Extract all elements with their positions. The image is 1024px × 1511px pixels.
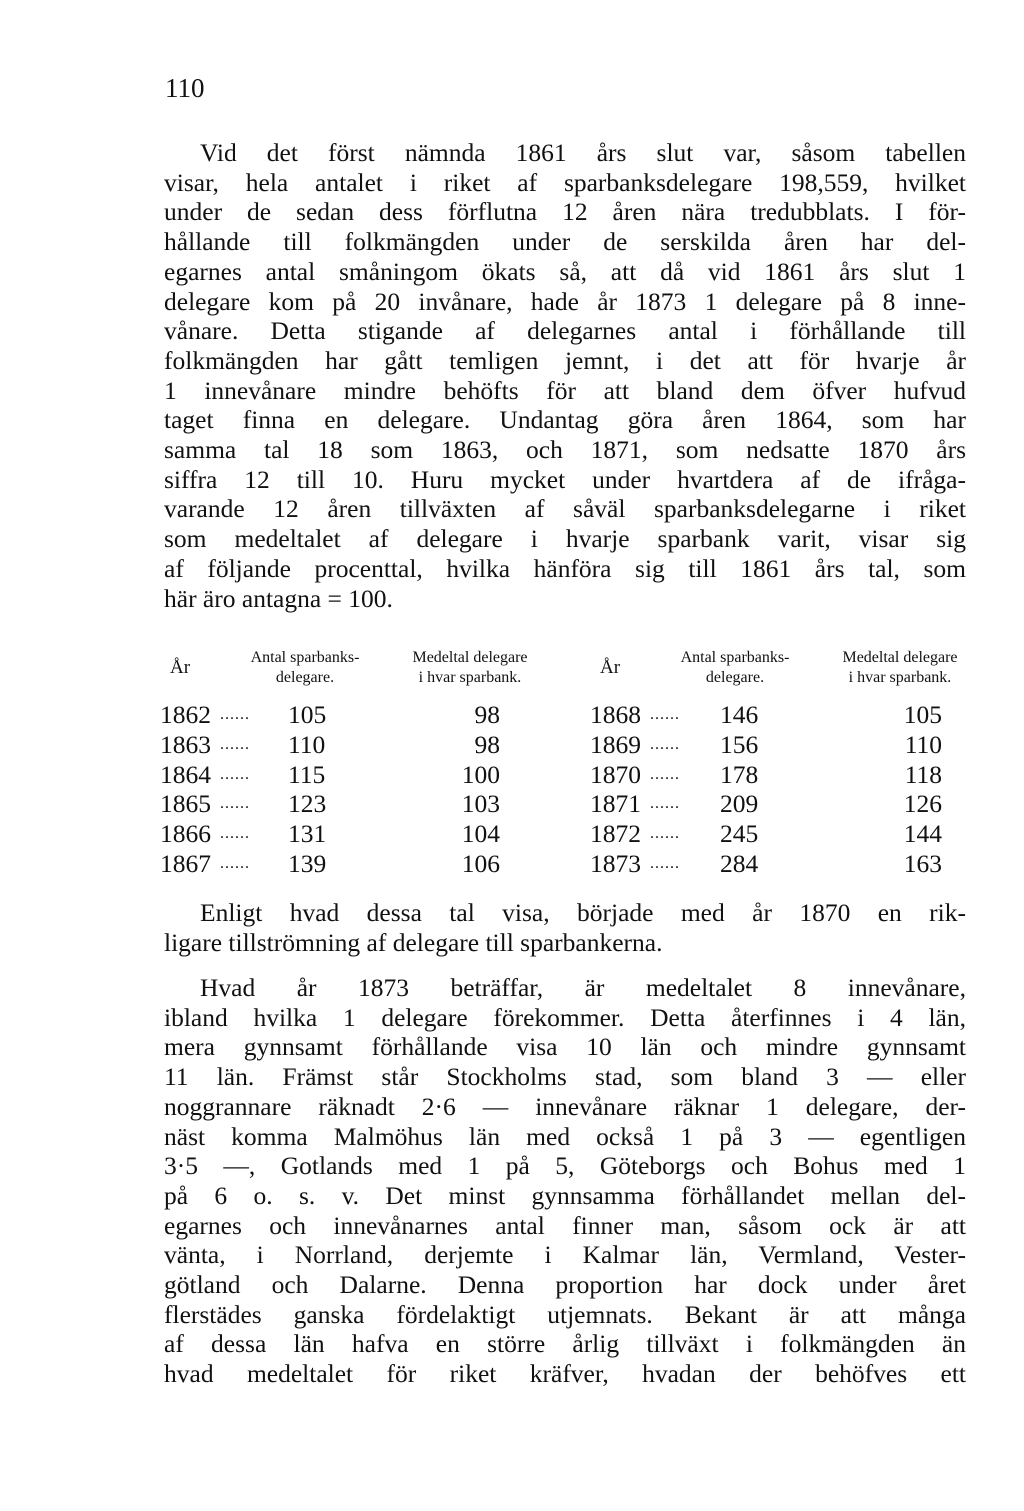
row-count: 131: [288, 819, 327, 849]
leader-dots: ......: [220, 765, 250, 783]
header-count: [660, 648, 810, 688]
row-year: 1867: [160, 848, 211, 878]
text-line: mera gynnsamt förhållande visa 10 län och mindre gynnsamt: [164, 1032, 966, 1062]
row-count: 178: [720, 759, 759, 789]
header-mean-line2: i hvar sparbank.: [848, 669, 952, 686]
text-line: Hvad år 1873 beträffar, är medeltalet 8 innevånare,: [200, 973, 966, 1002]
table-row: [160, 700, 560, 730]
header-count-line1: Antal sparbanks-: [250, 649, 360, 666]
text-line: noggrannare räknadt 2·6 — innevånare räknar 1 delegare, der-: [164, 1091, 966, 1121]
text-line: på 6 o. s. v. Det minst gynnsamma förhållandet mellan del-: [164, 1180, 966, 1210]
header-mean-line1: Medeltal delegare: [412, 649, 528, 666]
header-count: [230, 648, 380, 688]
text-line: här äro antagna = 100.: [164, 583, 393, 613]
text-line: egarnes antal småningom ökats så, att då vid 1861 års slut 1: [164, 256, 966, 286]
row-year: 1869: [590, 729, 641, 759]
leader-dots: ......: [220, 706, 250, 723]
leader-dots: ......: [220, 854, 250, 872]
row-mean: 163: [903, 848, 942, 878]
text-line: götland och Dalarne. Denna proportion har dock under året: [164, 1270, 966, 1300]
table-row: [160, 730, 560, 760]
text-line: 11 län. Främst står Stockholms stad, som bland 3 — eller: [164, 1062, 966, 1092]
row-count: 105: [288, 700, 327, 729]
paragraph-1873: [164, 973, 966, 1389]
row-year: 1863: [160, 729, 211, 759]
text-line: hvad medeltalet för riket kräfver, hvadan der behöfves ett: [164, 1359, 966, 1389]
table-rows: [160, 700, 560, 879]
table-row: [590, 789, 990, 819]
leader-dots: ......: [650, 706, 680, 723]
header-count-line2: delegare.: [275, 669, 335, 686]
text-line: samma tal 18 som 1863, och 1871, som nedsatte 1870 års: [164, 435, 966, 465]
row-mean: 106: [461, 848, 500, 878]
text-line: visar, hela antalet i riket af sparbanksdelegare 198,559, hvilket: [164, 167, 966, 197]
row-count: 110: [288, 729, 326, 759]
table-rows: [590, 700, 990, 879]
leader-dots: ......: [220, 825, 250, 843]
table-row: [590, 849, 990, 879]
table-row: [160, 819, 560, 849]
leader-dots: ......: [650, 795, 680, 813]
row-count: 209: [720, 789, 759, 819]
header-year: År: [169, 657, 191, 678]
row-count: 156: [720, 729, 759, 759]
row-count: 284: [720, 848, 759, 878]
row-year: 1862: [160, 700, 211, 729]
text-line: af följande procenttal, hvilka hänföra sig till 1861 års tal, som: [164, 553, 966, 583]
text-line: Vid det först nämnda 1861 års slut var, såsom tabellen: [200, 138, 966, 167]
row-count: 139: [288, 848, 327, 878]
text-line: 3·5 —, Gotlands med 1 på 5, Göteborgs och Bohus med 1: [164, 1151, 966, 1181]
table-row: [590, 730, 990, 760]
header-count-line2: delegare.: [705, 669, 765, 686]
row-mean: 98: [474, 729, 500, 759]
row-year: 1870: [590, 759, 641, 789]
leader-dots: ......: [220, 795, 250, 813]
row-count: 123: [288, 789, 327, 819]
row-mean: 144: [903, 819, 942, 849]
text-line: egarnes och innevånarnes antal finner man, såsom ock är att: [164, 1210, 966, 1240]
row-mean: 104: [461, 819, 500, 849]
row-mean: 98: [474, 700, 500, 729]
row-year: 1871: [590, 789, 641, 819]
table-row: [160, 789, 560, 819]
paragraph-intro: [164, 138, 966, 613]
row-mean: 126: [903, 789, 942, 819]
text-line: vänta, i Norrland, derjemte i Kalmar län, Vermland, Vester-: [164, 1240, 966, 1270]
text-line: 1 innevånare mindre behöfts för att bland dem öfver hufvud: [164, 375, 966, 405]
row-year: 1866: [160, 819, 211, 849]
leader-dots: ......: [650, 825, 680, 843]
header-mean: [810, 648, 990, 688]
table-row: [590, 760, 990, 790]
table-row: [160, 849, 560, 879]
header-count-line1: Antal sparbanks-: [680, 649, 790, 666]
text-line: varande 12 åren tillväxten af såväl sparbanksdelegarne i riket: [164, 494, 966, 524]
row-mean: 103: [461, 789, 500, 819]
leader-dots: ......: [650, 765, 680, 783]
text-line: hållande till folkmängden under de serskilda åren har del-: [164, 227, 966, 257]
table-row: [590, 819, 990, 849]
text-line: vånare. Detta stigande af delegarnes antal i förhållande till: [164, 316, 966, 346]
leader-dots: ......: [650, 735, 680, 753]
row-count: 115: [288, 759, 326, 789]
text-line: siffra 12 till 10. Huru mycket under hvartdera af de ifråga-: [164, 464, 966, 494]
row-mean: 110: [904, 729, 942, 759]
text-line: ibland hvilka 1 delegare förekommer. Detta återfinnes i 4 län,: [164, 1002, 966, 1032]
text-line: Enligt hvad dessa tal visa, började med år 1870 en rik-: [200, 898, 966, 927]
leader-dots: ......: [650, 854, 680, 872]
row-year: 1873: [590, 848, 641, 878]
text-line: af dessa län hafva en större årlig tillväxt i folkmängden än: [164, 1329, 966, 1359]
row-mean: 105: [903, 700, 942, 729]
row-year: 1864: [160, 759, 211, 789]
header-mean-line1: Medeltal delegare: [842, 649, 958, 666]
row-count: 245: [720, 819, 759, 849]
text-line: ligare tillströmning af delegare till sparbankerna.: [164, 927, 663, 957]
text-line: delegare kom på 20 invånare, hade år 1873 1 delegare på 8 inne-: [164, 286, 966, 316]
leader-dots: ......: [220, 735, 250, 753]
text-line: som medeltalet af delegare i hvarje sparbank varit, visar sig: [164, 524, 966, 554]
row-year: 1868: [590, 700, 641, 729]
paragraph-conclusion: [164, 898, 966, 957]
row-count: 146: [720, 700, 759, 729]
text-line: näst komma Malmöhus län med också 1 på 3 — egentligen: [164, 1121, 966, 1151]
table-row: [590, 700, 990, 730]
header-mean: [380, 648, 560, 688]
text-line: flerstädes ganska fördelaktigt utjemnats. Bekant är att många: [164, 1299, 966, 1329]
row-year: 1865: [160, 789, 211, 819]
row-year: 1872: [590, 819, 641, 849]
text-line: under de sedan dess förflutna 12 åren nära tredubblats. I för-: [164, 197, 966, 227]
header-year: År: [599, 657, 621, 678]
row-mean: 118: [904, 759, 942, 789]
text-line: folkmängden har gått temligen jemnt, i det att för hvarje år: [164, 345, 966, 375]
page-number: 110: [165, 73, 205, 103]
header-mean-line2: i hvar sparbank.: [418, 669, 522, 686]
table-row: [160, 760, 560, 790]
row-mean: 100: [461, 759, 500, 789]
text-line: taget finna en delegare. Undantag göra åren 1864, som har: [164, 405, 966, 435]
